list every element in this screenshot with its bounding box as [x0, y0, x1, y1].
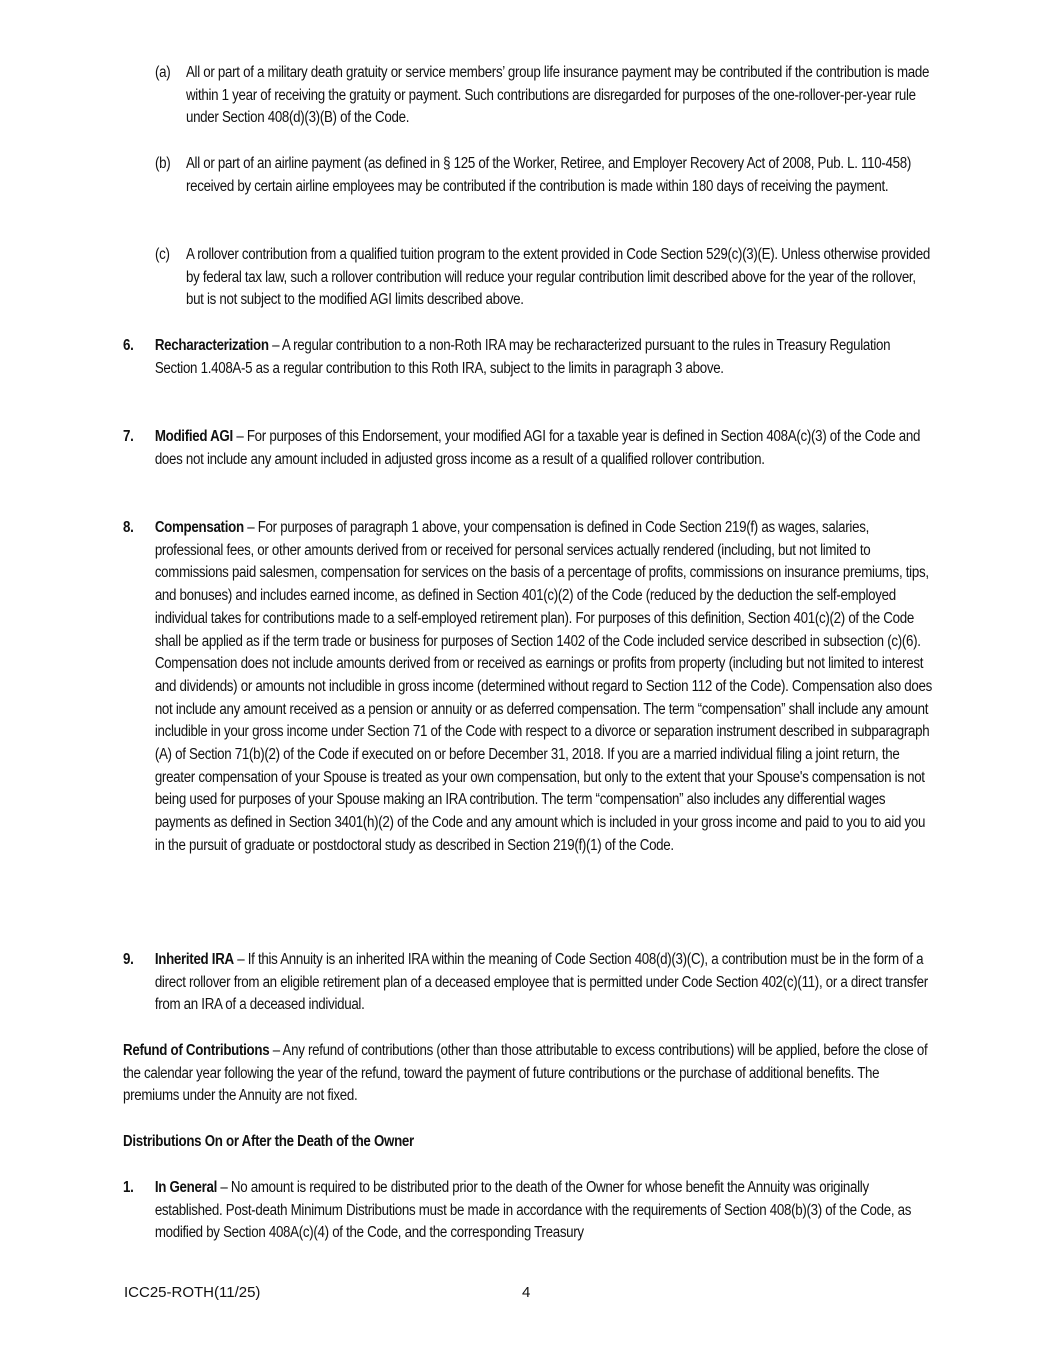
sub-item-c	[155, 244, 934, 312]
item-recharacterization	[123, 335, 935, 380]
footer-page-number: 4	[522, 1284, 531, 1301]
item-title: In General	[154, 1179, 218, 1196]
sub-item-text: A rollover contribution from a qualified tuition program to the extent provided in Code Section 529(c)(3)(E). Unless otherwise provided by federal tax law, such a rollover contribution will reduce your regular contribution limit described above for the year of the rollover, but is not subject to the modified AGI limits described above.	[185, 246, 930, 309]
item-text: – For purposes of this Endorsement, your modified AGI for a taxable year is defined in Section 408A(c)(3) of the Code and does not include any amount included in adjusted gross income as a result of a qualified rollover contribution.	[154, 428, 921, 468]
item-number: 1.	[123, 1179, 134, 1196]
sub-item-a	[155, 62, 934, 130]
item-text: – For purposes of paragraph 1 above, your compensation is defined in Code Section 219(f) as wages, salaries, professional fees, or other amounts derived from or received for personal services actually rendered (including, but not limited to commissions paid salesmen, compensation for services on the basis of a percentage of profits, commissions on insurance premiums, tips, and bonuses) and includes earned income, as defined in Section 401(c)(2) of the Code (reduced by the deduction the self-employed individual takes for contributions made to a self-employed retirement plan). For purposes of this definition, Section 401(c)(2) of the Code shall be applied as if the term trade or business for purposes of Section 1402 of the Code included service described in subsection (c)(6). Compensation does not include amounts derived from or received as earnings or profits from property (including but not limited to interest and dividends) or amounts not includible in gross income (determined without regard to Section 112 of the Code). Compensation also does not include any amount received as a pension or annuity or as deferred compensation. The term “compensation” shall include any amount includible in your gross income under Section 71 of the Code with respect to a divorce or separation instrument described in subparagraph (A) of Section 71(b)(2) of the Code if executed on or before December 31, 2018. If you are a married individual filing a joint return, the greater compensation of your Spouse is treated as your own compensation, but only to the extent that your Spouse's compensation is not being used for purposes of your Spouse making an IRA contribution. The term “compensation” also includes any differential wages payments as defined in Section 3401(h)(2) of the Code and any amount which is included in your gross income and paid to you to aid you in the pursuit of graduate or postdoctoral study as described in Section 219(f)(1) of the Code.	[154, 519, 932, 854]
item-text: – If this Annuity is an inherited IRA within the meaning of Code Section 408(d)(3)(C), a contribution must be in the form of a direct rollover from an eligible retirement plan of a deceased employee that is permitted under Code Section 402(c)(11), or a direct transfer from an IRA of a deceased individual.	[154, 951, 928, 1014]
item-number: 6.	[123, 337, 134, 354]
sub-item-text: All or part of a military death gratuity or service members’ group life insurance payment may be contributed if the contribution is made within 1 year of receiving the gratuity or payment. Such contributions are disregarded for purposes of the one-rollover-per-year rule under Section 408(d)(3)(B) of the Code.	[185, 64, 930, 127]
refund-text: – Any refund of contributions (other than those attributable to excess contributions) will be applied, before the close of the calendar year following the year of the refund, toward the payment of future contributions or the purchase of additional benefits. The premiums under the Annuity are not fixed.	[123, 1042, 928, 1105]
item-compensation	[123, 517, 935, 858]
refund-title: Refund of Contributions	[123, 1042, 270, 1059]
sub-item-marker: (a)	[155, 64, 171, 81]
sub-item-marker: (b)	[155, 155, 171, 172]
item-title: Inherited IRA	[154, 951, 234, 968]
item-number: 9.	[123, 951, 134, 968]
sub-item-b	[155, 153, 934, 198]
item-text: – No amount is required to be distributed prior to the death of the Owner for whose benefit the Annuity was originally established. Post-death Minimum Distributions must be made in accordance with the requirements of Section 408(b)(3) of the Code, as modified by Section 408A(c)(4) of the Code, and the corresponding Treasury	[154, 1179, 912, 1242]
refund-paragraph	[123, 1040, 935, 1108]
item-modified-agi	[123, 426, 935, 471]
item-title: Recharacterization	[154, 337, 269, 354]
item-title: Modified AGI	[154, 428, 233, 445]
section-heading: Distributions On or After the Death of the Owner	[123, 1133, 414, 1150]
item-number: 7.	[123, 428, 134, 445]
item-title: Compensation	[154, 519, 244, 536]
item-number: 8.	[123, 519, 134, 536]
item-in-general	[123, 1177, 935, 1245]
item-inherited-ira	[123, 949, 935, 1017]
item-text: – A regular contribution to a non-Roth IRA may be recharacterized pursuant to the rules in Treasury Regulation Section 1.408A-5 as a regular contribution to this Roth IRA, subject to the limits in paragraph 3 above.	[154, 337, 891, 377]
sub-item-text: All or part of an airline payment (as defined in § 125 of the Worker, Retiree, and Employer Recovery Act of 2008, Pub. L. 110-458) received by certain airline employees may be contributed if the contribution is made within 180 days of receiving the payment.	[185, 155, 912, 195]
sub-item-marker: (c)	[155, 246, 170, 263]
footer-form-code: ICC25-ROTH(11/25)	[124, 1284, 261, 1301]
